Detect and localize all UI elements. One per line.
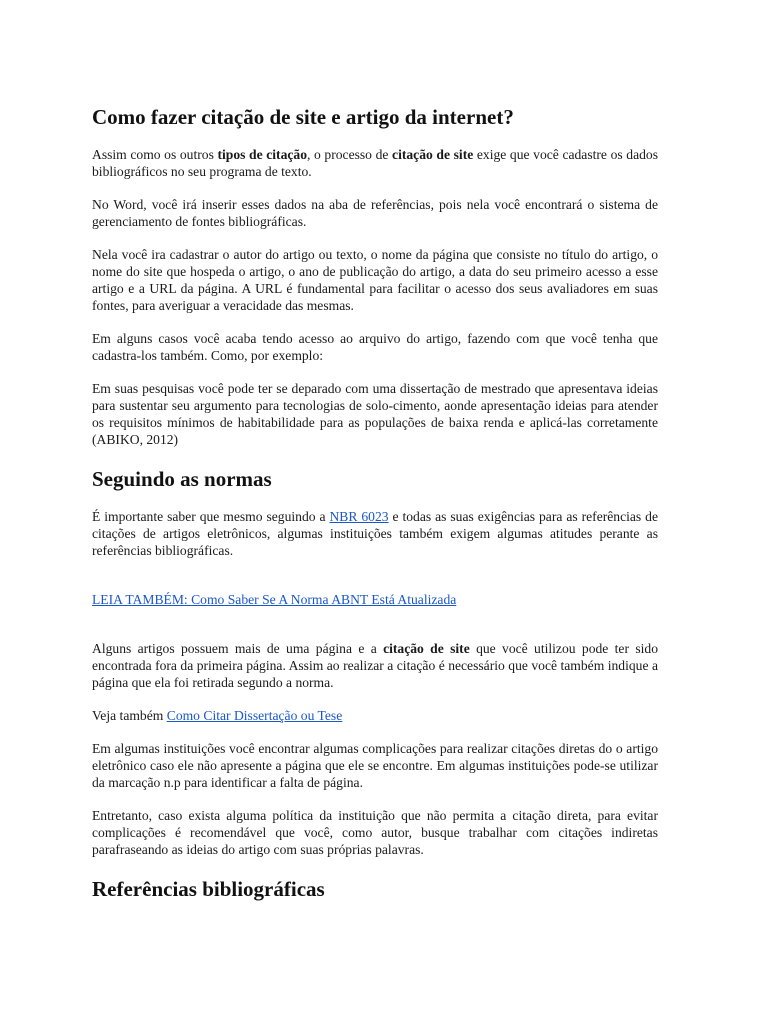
document-page [92,104,658,902]
text: Veja também [92,708,167,723]
paragraph-cadastrar: Nela você ira cadastrar o autor do artigo ou texto, o nome da página que consiste no título do artigo, o nome do site que hospeda o artigo, o ano de publicação do artigo, a data do seu primeiro acesso a esse artigo e a URL da página. A URL é fundamental para facilitar o acesso dos seus avaliadores em suas fontes, para averiguar a veracidade das mesmas. [92,247,658,313]
nbr-6023-link[interactable]: NBR 6023 [329,509,389,524]
paragraph-pesquisas: Em suas pesquisas você pode ter se deparado com uma dissertação de mestrado que apresentava ideias para sustentar seu argumento para tecnologias de solo-cimento, aonde apresentação ideias para atender os requisitos mínimos de habitabilidade para as populações de baixa renda e aplicá-las corretamente (ABIKO, 2012) [92,381,658,447]
paragraph-importante [92,508,658,559]
paragraph-word: No Word, você irá inserir esses dados na aba de referências, pois nela você encontrará o sistema de gerenciamento de fontes bibliográficas. [92,197,658,229]
bold-text: citação de site [392,147,474,162]
veja-tambem-paragraph [92,707,658,724]
paragraph-casos: Em alguns casos você acaba tendo acesso ao arquivo do artigo, fazendo com que você tenha que cadastra-los também. Como, por exemplo: [92,331,658,363]
paragraph-entretanto: Entretanto, caso exista alguma política da instituição que não permita a citação direta, para evitar complicações é recomendável que você, como autor, busque trabalhar com citações indiretas parafraseando as ideias do artigo com suas próprias palavras. [92,808,658,857]
citar-dissertacao-link[interactable]: Como Citar Dissertação ou Tese [166,708,343,723]
heading-citacao-site: Como fazer citação de site e artigo da internet? [92,105,514,129]
paragraph-intro [92,146,658,180]
heading-seguindo-normas: Seguindo as normas [92,467,272,491]
text: Alguns artigos possuem mais de uma página e a [92,641,384,656]
bold-text: tipos de citação [217,147,307,162]
paragraph-artigos [92,640,658,691]
heading-referencias: Referências bibliográficas [92,877,325,901]
text: que você utilizou pode ter sido encontrada fora da primeira página. Assim ao realizar a citação é necessário que você também indique a página que ela foi retirada segundo a norma. [92,641,658,690]
text: e todas as suas exigências para as referências de citações de artigos eletrônicos, algumas instituições também exigem algumas atitudes perante as referências bibliográficas. [92,509,658,558]
bold-text: citação de site [383,641,470,656]
paragraph-instituicoes: Em algumas instituições você encontrar algumas complicações para realizar citações diretas do o artigo eletrônico caso ele não apresente a página que ele se encontre. Em algumas instituições pode-se utilizar da marcação n.p para identificar a falta de página. [92,741,658,790]
text: É importante saber que mesmo seguindo a [92,509,330,524]
leia-tambem-paragraph [92,591,658,608]
text: Assim como os outros [92,147,218,162]
leia-tambem-link[interactable]: LEIA TAMBÉM: Como Saber Se A Norma ABNT Está Atualizada [92,592,457,607]
text: exige que você cadastre os dados bibliográficos no seu programa de texto. [92,147,658,179]
text: , o processo de [307,147,393,162]
